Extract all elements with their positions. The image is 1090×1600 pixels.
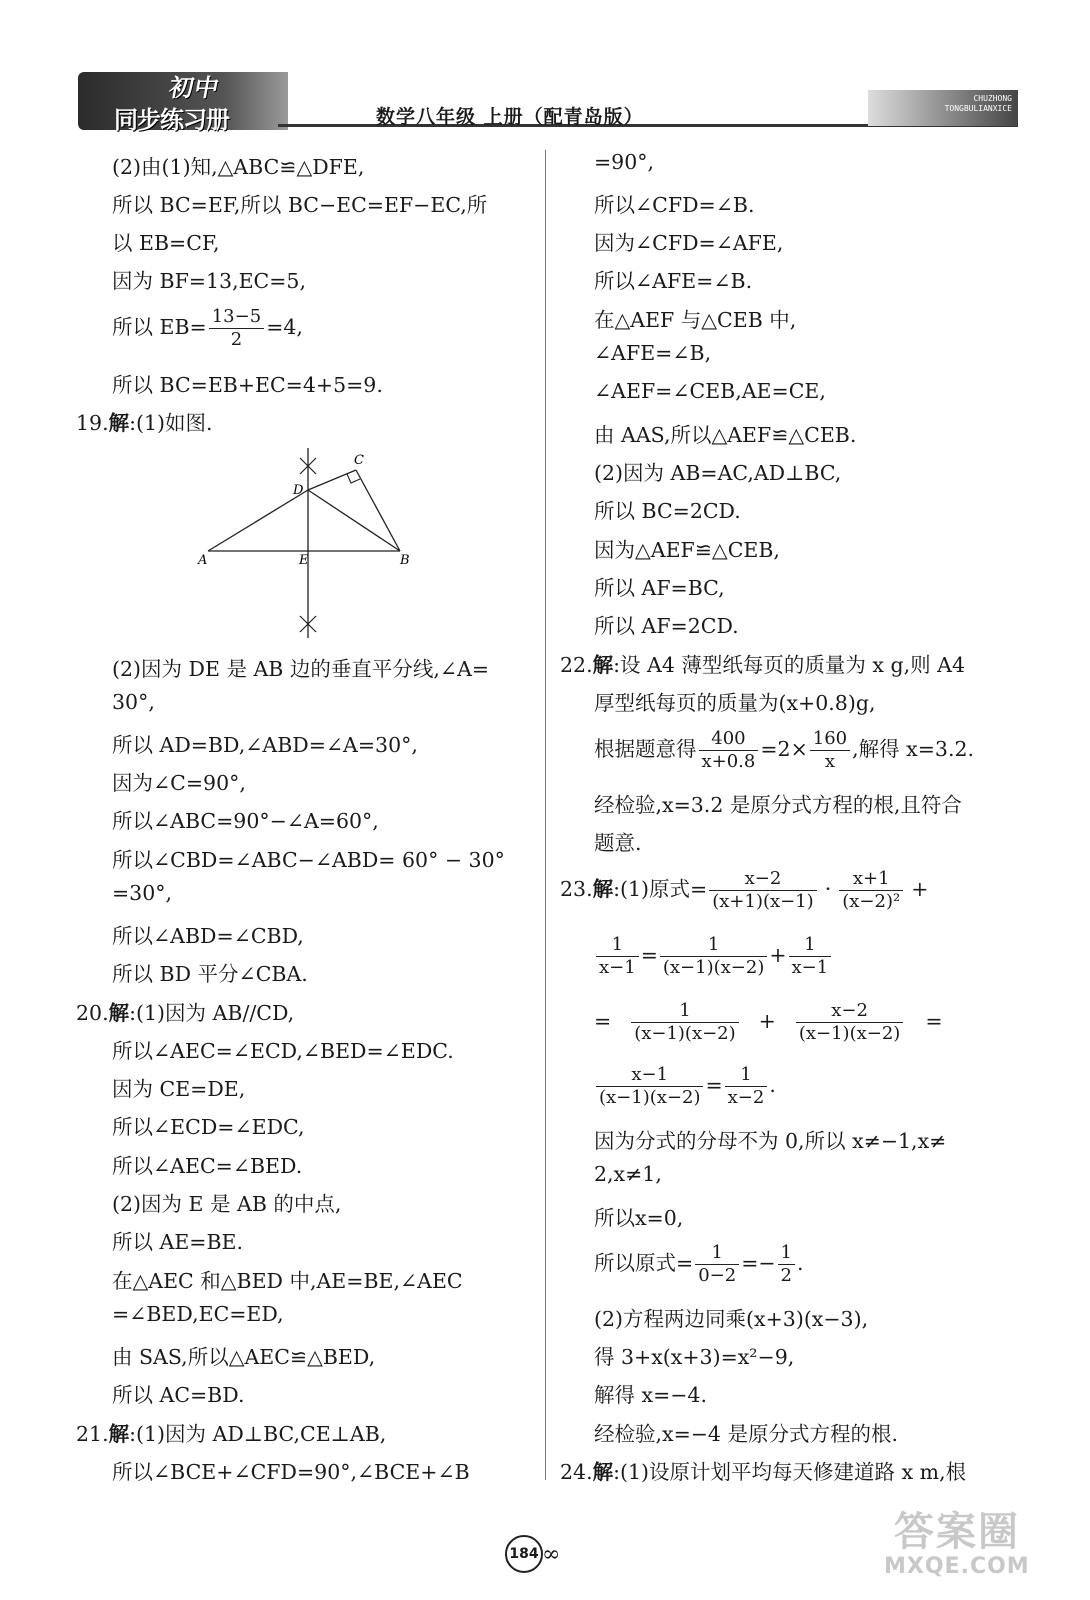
fraction [810,728,850,773]
fraction [839,868,903,913]
text-part: ,解得 x=3.2. [852,737,975,761]
series-logo-line2: 同步练习册 [114,106,229,134]
segment-CB [356,470,400,551]
text-line: 所以∠BCE+∠CFD=90°,∠BCE+∠B [112,1460,470,1484]
text-line: 所以 BC=EB+EC=4+5=9. [112,373,383,397]
denominator: 2 [230,329,243,350]
text-line: ∠AEF=∠CEB,AE=CE, [594,379,826,403]
question-19 [76,406,213,436]
fraction [709,868,816,913]
text-line: 所以 AD=BD,∠ABD=∠A=30°, [112,733,418,757]
fraction [796,1000,903,1045]
question-24 [560,1455,966,1485]
text-line: (2)因为 AB=AC,AD⊥BC, [594,461,842,485]
page-ornament: ∞ [542,1542,561,1567]
text-line: (2)因为 E 是 AB 的中点, [112,1192,342,1216]
numerator: 1 [789,934,832,957]
fraction [631,1000,738,1045]
solution-label: 解 [592,877,614,901]
fraction [725,1064,768,1109]
page-number: 184 [505,1535,543,1573]
numerator: x−1 [596,1064,703,1087]
text-line: 因为△AEF≌△CEB, [594,538,780,562]
text-line: 因为 CE=DE, [112,1077,246,1101]
text-line: =∠BED,EC=ED, [112,1302,284,1326]
column-divider [545,150,546,1480]
text-line: 因为∠C=90°, [112,771,246,795]
text-line: 所以∠CBD=∠ABC−∠ABD= 60° − 30° [112,848,505,872]
numerator: 1 [695,1242,739,1265]
point-label-A: A [198,553,208,568]
operator: = [925,1009,943,1033]
text-line: 所以 BC=2CD. [594,499,741,523]
header-right-text-1: CHUZHONG [973,94,1012,103]
text-line: 所以∠CFD=∠B. [594,193,755,217]
text-line: =30°, [112,881,173,905]
text-line: 所以 AC=BD. [112,1383,245,1407]
numerator: x−2 [796,1000,903,1023]
question-number: 23. [560,877,593,901]
equation-line [594,1064,776,1109]
page-header [78,62,1018,142]
text-part: :设 A4 薄型纸每页的质量为 x g,则 A4 [613,653,965,677]
text-part: =2× [760,737,808,761]
question-number: 20. [76,1001,109,1025]
solution-label: 解 [108,1422,130,1446]
point-label-D: D [293,483,304,498]
text-line: ∠AFE=∠B, [594,341,712,365]
book-title: 数学八年级 上册（配青岛版） [376,106,644,128]
text-line: 解得 x=−4. [594,1383,707,1407]
fraction [596,934,639,979]
numerator: 13−5 [209,306,264,329]
point-label-C: C [354,453,364,468]
operator: = [705,1073,723,1097]
equation-line [594,1242,804,1287]
denominator: (x−2)² [842,891,901,912]
numerator: 1 [631,1000,738,1023]
text-line: 所以 BD 平分∠CBA. [112,962,308,986]
text-line: (2)由(1)知,△ABC≌△DFE, [112,155,365,179]
denominator: (x+1)(x−1) [712,891,814,912]
denominator: x [824,751,836,772]
text-line: 30°, [112,690,155,714]
numerator: 1 [725,1064,768,1087]
solution-label: 解 [108,1001,130,1025]
operator: · [824,877,832,901]
watermark-text-1: 答案圈 [894,1509,1020,1555]
fraction [789,934,832,979]
fraction [660,934,767,979]
numerator: 400 [699,728,759,751]
text-part: :(1)因为 AD⊥BC,CE⊥AB, [129,1422,387,1446]
text-line: 所以 AF=2CD. [594,614,739,638]
text-line: 在△AEC 和△BED 中,AE=BE,∠AEC [112,1269,463,1293]
denominator: x+0.8 [701,751,756,772]
fraction [699,728,759,773]
equation-line [594,1000,943,1045]
numerator: x+1 [839,868,903,891]
solution-label: 解 [592,1460,614,1484]
text-line: 题意. [594,831,642,855]
text-part: . [797,1251,804,1275]
text-line: (2)因为 DE 是 AB 边的垂直平分线,∠A= [112,657,490,681]
numerator: 1 [660,934,767,957]
equation-line [594,934,833,979]
numerator: 1 [596,934,639,957]
text-line: =90°, [594,150,655,174]
text-line: 因为 BF=13,EC=5, [112,269,306,293]
numerator: 1 [778,1242,795,1265]
text-line: 所以 AF=BC, [594,576,725,600]
text-part: 所以 EB= [112,315,207,339]
text-line: 所以 AE=BE. [112,1230,244,1254]
question-number: 22. [560,653,593,677]
denominator: 0−2 [698,1265,737,1286]
denominator: (x−1)(x−2) [599,1087,701,1108]
denominator: x−2 [727,1087,765,1108]
denominator: x−1 [599,957,636,978]
equation-line [594,728,974,773]
numerator: x−2 [709,868,816,891]
text-line: 以 EB=CF, [112,231,220,255]
text-line: 所以∠ECD=∠EDC, [112,1115,305,1139]
geometry-figure [196,448,416,640]
text-part: =− [741,1251,776,1275]
solution-label: 解 [592,653,614,677]
text-line: 得 3+x(x+3)=x²−9, [594,1345,795,1369]
text-line: 由 AAS,所以△AEF≌△CEB. [594,423,857,447]
text-line: (2)方程两边同乘(x+3)(x−3), [594,1307,869,1331]
text-line: 因为∠CFD=∠AFE, [594,231,784,255]
text-line: 所以∠AEC=∠ECD,∠BED=∠EDC. [112,1039,454,1063]
operator: + [769,943,787,967]
text-line: 经检验,x=3.2 是原分式方程的根,且符合 [594,793,962,817]
text-line: 所以x=0, [594,1206,684,1230]
operator: = [594,1009,612,1033]
text-part: :(1)如图. [129,411,213,435]
text-line: 2,x≠1, [594,1162,662,1186]
text-line: 由 SAS,所以△AEC≌△BED, [112,1345,376,1369]
question-20 [76,996,294,1026]
question-21 [76,1417,386,1447]
text-line: 所以∠ABC=90°−∠A=60°, [112,809,379,833]
header-right-text-2: TONGBULIANXICE [944,104,1012,113]
text-part: :(1)因为 AB//CD, [129,1001,295,1025]
fraction [778,1242,795,1287]
text-part: =4, [266,315,303,339]
header-right-decoration [868,90,1018,126]
text-line: 所以∠AFE=∠B. [594,269,753,293]
watermark-text-2: MXQE.COM [884,1554,1030,1579]
segment-DB [308,490,400,551]
question-23 [560,868,928,913]
fraction [695,1242,739,1287]
fraction [596,1064,703,1109]
text-part: 所以原式= [594,1251,694,1275]
operator: + [911,877,929,901]
watermark [880,1500,1040,1590]
point-label-B: B [400,553,410,568]
numerator: 160 [810,728,850,751]
fraction [209,306,264,351]
text-part: . [769,1073,776,1097]
text-line: 厚型纸每页的质量为(x+0.8)g, [594,691,876,715]
text-part: 根据题意得 [594,737,697,761]
denominator: (x−1)(x−2) [798,1023,901,1044]
point-label-E: E [299,553,309,568]
text-line: 所以 BC=EF,所以 BC−EC=EF−EC,所 [112,193,488,217]
text-part: :(1)原式= [613,877,708,901]
question-22 [560,648,965,678]
text-part: :(1)设原计划平均每天修建道路 x m,根 [613,1460,967,1484]
text-line: 因为分式的分母不为 0,所以 x≠−1,x≠ [594,1129,947,1153]
question-number: 19. [76,411,109,435]
question-number: 24. [560,1460,593,1484]
denominator: 2 [780,1265,792,1286]
denominator: (x−1)(x−2) [634,1023,736,1044]
text-line: 在△AEF 与△CEB 中, [594,308,797,332]
question-number: 21. [76,1422,109,1446]
denominator: x−1 [791,957,829,978]
text-line: 经检验,x=−4 是原分式方程的根. [594,1422,899,1446]
fraction-line [112,306,303,351]
operator: + [758,1009,776,1033]
right-angle-mark [347,474,360,483]
text-line: 所以∠ABD=∠CBD, [112,924,304,948]
segment-AD [208,490,308,551]
denominator: (x−1)(x−2) [662,957,765,978]
solution-label: 解 [108,411,130,435]
text-line: 所以∠AEC=∠BED. [112,1154,303,1178]
operator: = [640,943,658,967]
series-logo-line1: 初中 [167,74,223,102]
